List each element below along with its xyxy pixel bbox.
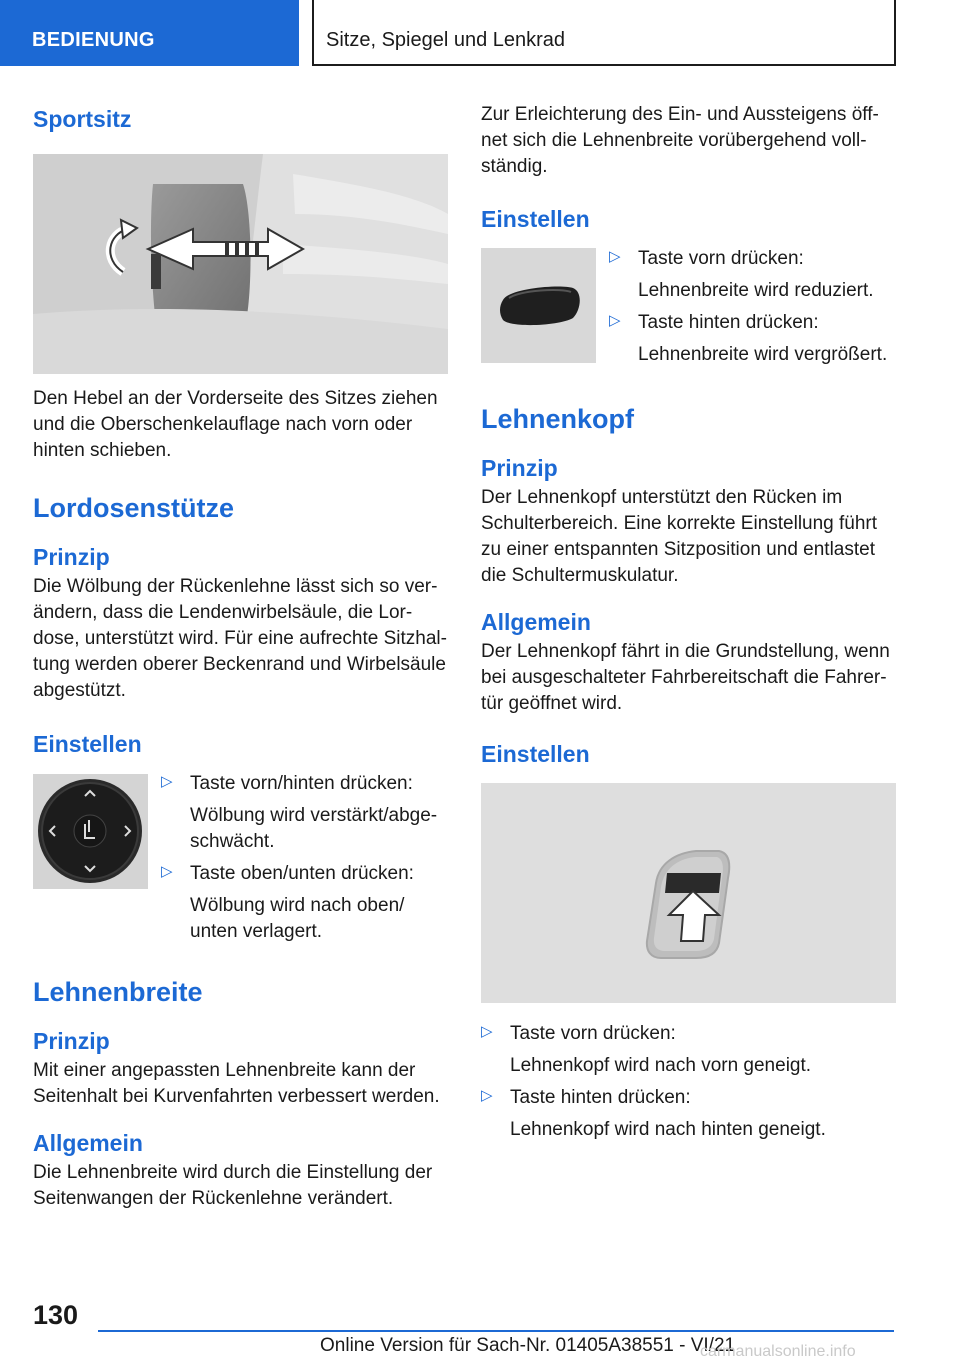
lehnenkopf-heading: Lehnenkopf <box>481 404 634 434</box>
triangle-right-icon: ▷ <box>609 312 621 329</box>
step-result: Lehnenkopf wird nach hinten geneigt. <box>510 1119 826 1140</box>
lordose-prinzip-heading: Prinzip <box>33 544 110 570</box>
lehnenkopf-step <box>481 1021 896 1079</box>
lehnenbreite-heading: Lehnenbreite <box>33 977 203 1007</box>
lehnenkopf-allgemein-heading: Allgemein <box>481 609 591 635</box>
step-action: Taste oben/unten drücken: <box>190 863 414 884</box>
chapter-title: Sitze, Spiegel und Lenkrad <box>312 0 896 66</box>
lehnenbreite-allgemein-heading: Allgemein <box>33 1130 143 1156</box>
right-column <box>481 102 896 1143</box>
footer-divider <box>98 1330 894 1332</box>
step-result: Lehnenbreite wird vergrößert. <box>638 344 888 365</box>
lehnenbreite-allgemein-text: Die Lehnenbreite wird durch die Einstellung der Seitenwangen der Rückenlehne verändert. <box>33 1162 433 1209</box>
lehnenbreite-control-image <box>481 248 596 363</box>
step-action: Taste hinten drücken: <box>638 312 819 333</box>
lordose-steps <box>161 771 448 945</box>
lehnenkopf-prinzip-text: Der Lehnenkopf unterstützt den Rücken im Schulterbereich. Eine korrekte Einstellung führt zu einer entspannten Sitzposition und entlastet die Schultermuskulatur. <box>481 487 878 586</box>
triangle-right-icon: ▷ <box>481 1023 493 1040</box>
lehnenbreite-intro-text: Zur Erleichterung des Ein- und Aussteigens öffnet sich die Lehnenbreite vorübergehend vollständig. <box>481 104 879 177</box>
lehnenkopf-step <box>481 1085 896 1143</box>
section-tab: BEDIENUNG <box>0 0 299 66</box>
lordose-einstellen-heading: Einstellen <box>33 731 142 757</box>
step-action: Taste vorn drücken: <box>510 1023 676 1044</box>
step-action: Taste hinten drücken: <box>510 1087 691 1108</box>
triangle-right-icon: ▷ <box>609 248 621 265</box>
lehnenbreite-einstellen-heading: Einstellen <box>481 206 590 232</box>
lordose-heading: Lordosenstütze <box>33 493 235 523</box>
lehnenbreite-prinzip-heading: Prinzip <box>33 1028 110 1054</box>
sportsitz-text: Den Hebel an der Vorderseite des Sitzes ziehen und die Oberschenkelauflage nach vorn oder hinten schieben. <box>33 388 438 461</box>
lehnenkopf-allgemein-text: Der Lehnenkopf fährt in die Grundstellung, wenn bei ausgeschalteter Fahrbereitschaft die Fahrertür geöffnet wird. <box>481 641 890 714</box>
triangle-right-icon: ▷ <box>161 863 173 880</box>
page-number: 130 <box>33 1300 79 1330</box>
left-column <box>33 96 448 1212</box>
watermark: carmanualsonline.info <box>700 1343 856 1360</box>
online-version-text: Online Version für Sach-Nr. 01405A38551 - VI/21 <box>320 1335 736 1356</box>
lordose-prinzip-text: Die Wölbung der Rückenlehne lässt sich so verändern, dass die Lendenwirbelsäule, die Lordose, unterstützt wird. Für eine aufrechte Sitzhaltung werden oberer Beckenrand und Wirbelsäule abgestützt. <box>33 576 447 701</box>
step-result: Wölbung wird verstärkt/abgeschwächt. <box>190 805 438 852</box>
sportsitz-image <box>33 154 448 374</box>
step-result: Wölbung wird nach oben/ unten verlagert. <box>190 895 405 942</box>
triangle-right-icon: ▷ <box>161 773 173 790</box>
step-action: Taste vorn drücken: <box>638 248 804 269</box>
lordose-step <box>161 771 448 855</box>
lehnenbreite-step <box>609 246 896 304</box>
lehnenkopf-steps <box>481 1021 896 1143</box>
step-result: Lehnenbreite wird reduziert. <box>638 280 874 301</box>
lehnenkopf-prinzip-heading: Prinzip <box>481 455 558 481</box>
step-result: Lehnenkopf wird nach vorn geneigt. <box>510 1055 812 1076</box>
sportsitz-heading: Sportsitz <box>33 106 132 132</box>
triangle-right-icon: ▷ <box>481 1087 493 1104</box>
lordose-control-image <box>33 774 148 889</box>
lordose-step <box>161 861 448 945</box>
lehnenbreite-step <box>609 310 896 368</box>
step-action: Taste vorn/hinten drücken: <box>190 773 413 794</box>
lehnenbreite-prinzip-text: Mit einer angepassten Lehnenbreite kann der Seitenhalt bei Kurvenfahrten verbessert werden. <box>33 1060 440 1107</box>
lehnenkopf-control-image <box>481 783 896 1003</box>
lehnenbreite-steps <box>609 246 896 368</box>
lehnenkopf-einstellen-heading: Einstellen <box>481 741 590 767</box>
